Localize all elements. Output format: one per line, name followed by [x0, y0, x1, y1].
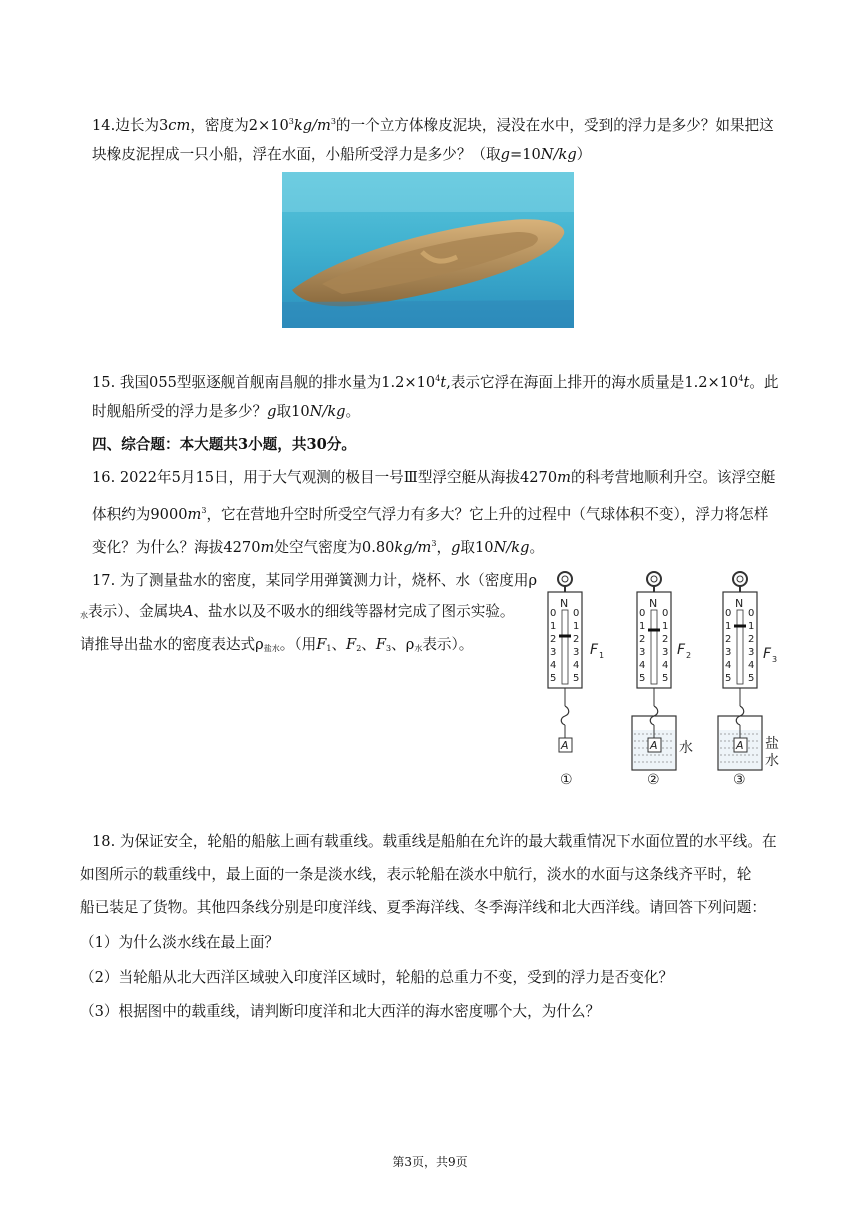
- scale-2-unit: N: [649, 597, 658, 610]
- svg-text:4: 4: [725, 660, 732, 671]
- svg-text:3: 3: [662, 647, 669, 658]
- svg-text:2: 2: [686, 651, 692, 660]
- q14-line-1: 14.边长为3cm，密度为$2\times 10^3kg/m^3$的一个立方体橡皮泥块，浸没在水中，受到的浮力是多少？如果把这: [92, 117, 774, 134]
- f2-label: F: [677, 642, 686, 658]
- svg-text:1: 1: [662, 621, 669, 632]
- svg-text:3: 3: [573, 647, 580, 658]
- svg-text:2: 2: [550, 634, 557, 645]
- svg-text:4: 4: [550, 660, 557, 671]
- svg-text:3: 3: [550, 647, 557, 658]
- q18-line-3: 船已装足了货物。其他四条线分别是印度洋线、夏季海洋线、冬季海洋线和北大西洋线。请回答下列问题：: [80, 899, 766, 916]
- section-header: 四、综合题：本大题共3小题，共30分。: [92, 436, 356, 453]
- q16-line-3: 变化？为什么？海拔4270m处空气密度为$0.80kg/m^3$，g取10N/kg。: [92, 539, 545, 556]
- svg-text:2: 2: [725, 634, 732, 645]
- svg-text:3: 3: [748, 647, 755, 658]
- salt-water-label-1: 盐: [765, 736, 779, 752]
- svg-text:A: A: [650, 739, 658, 752]
- svg-text:2: 2: [748, 634, 755, 645]
- svg-text:3: 3: [639, 647, 646, 658]
- spring-scale-figure: [540, 566, 800, 796]
- svg-text:0: 0: [662, 608, 669, 619]
- scale-3-unit: N: [735, 597, 744, 610]
- spring-scale-2: [632, 572, 693, 788]
- clay-boat-photo: [282, 172, 574, 328]
- svg-text:5: 5: [662, 673, 669, 684]
- svg-text:1: 1: [725, 621, 732, 632]
- q18-sub-2: （2）当轮船从北大西洋区域驶入印度洋区域时，轮船的总重力不变，受到的浮力是否变化？: [80, 969, 674, 986]
- svg-text:2: 2: [573, 634, 580, 645]
- salt-water-label-2: 水: [765, 753, 779, 769]
- page-footer: 第3页，共9页: [392, 1155, 468, 1169]
- svg-text:A: A: [736, 739, 744, 752]
- svg-text:A: A: [561, 739, 569, 752]
- svg-text:0: 0: [748, 608, 755, 619]
- svg-text:5: 5: [639, 673, 646, 684]
- svg-text:1: 1: [748, 621, 755, 632]
- svg-text:2: 2: [662, 634, 669, 645]
- svg-text:0: 0: [550, 608, 557, 619]
- svg-text:3: 3: [772, 655, 778, 664]
- svg-text:5: 5: [550, 673, 557, 684]
- q17-line-1: 17. 为了测量盐水的密度，某同学用弹簧测力计，烧杯、水（密度用ρ: [92, 572, 538, 589]
- svg-text:2: 2: [639, 634, 646, 645]
- spring-scale-3: [718, 572, 779, 788]
- svg-text:4: 4: [662, 660, 669, 671]
- svg-text:3: 3: [725, 647, 732, 658]
- svg-text:0: 0: [725, 608, 732, 619]
- svg-text:4: 4: [748, 660, 755, 671]
- q16-line-2: 体积约为$9000m^3$，它在营地升空时所受空气浮力有多大？它上升的过程中（气球体积不变），浮力将怎样: [92, 506, 769, 523]
- q15-line-2: 时舰船所受的浮力是多少？g取10N/kg。: [92, 403, 361, 420]
- q18-line-1: 18. 为保证安全，轮船的船舷上画有载重线。载重线是船舶在允许的最大载重情况下水面位置的水平线。在: [92, 833, 777, 850]
- svg-text:1: 1: [639, 621, 646, 632]
- q15-line-1: 15. 我国055型驱逐舰首舰南昌舰的排水量为$1.2\times 10^4t$,表示它浮在海面上排开的海水质量是$1.2\times 10^4t$。此: [92, 374, 779, 391]
- svg-text:5: 5: [573, 673, 580, 684]
- svg-text:4: 4: [639, 660, 646, 671]
- svg-text:4: 4: [573, 660, 580, 671]
- fig-label-2: ②: [647, 772, 660, 788]
- q14-line-2: 块橡皮泥捏成一只小船，浮在水面，小船所受浮力是多少？（取g=10N/kg）: [92, 146, 592, 163]
- q17-line-3: 请推导出盐水的密度表达式$\rho_{盐水}$。（用$F_1$、$F_2$、$F_3$、$\rho_水$表示）。: [80, 636, 474, 653]
- scale-1-unit: N: [560, 597, 569, 610]
- q18-line-2: 如图所示的载重线中，最上面的一条是淡水线，表示轮船在淡水中航行，淡水的水面与这条线齐平时，轮: [80, 866, 752, 883]
- q16-line-1: 16. 2022年5月15日，用于大气观测的极目一号Ⅲ型浮空艇从海拔4270m的科考营地顺利升空。该浮空艇: [92, 469, 776, 486]
- f1-label: F: [590, 642, 599, 658]
- q18-sub-3: （3）根据图中的载重线，请判断印度洋和北大西洋的海水密度哪个大，为什么？: [80, 1003, 601, 1020]
- q18-sub-1: （1）为什么淡水线在最上面？: [80, 934, 280, 951]
- svg-text:1: 1: [550, 621, 557, 632]
- svg-text:5: 5: [725, 673, 732, 684]
- svg-text:5: 5: [748, 673, 755, 684]
- q17-line-2: $_水$表示）、金属块A、盐水以及不吸水的细线等器材完成了图示实验。: [80, 603, 515, 620]
- f3-label: F: [763, 646, 772, 662]
- svg-text:0: 0: [639, 608, 646, 619]
- fig-label-3: ③: [733, 772, 746, 788]
- spring-scale-1: [548, 572, 604, 788]
- fig-label-1: ①: [560, 772, 573, 788]
- svg-text:1: 1: [573, 621, 580, 632]
- water-label: 水: [679, 740, 693, 756]
- svg-text:1: 1: [599, 651, 605, 660]
- svg-text:0: 0: [573, 608, 580, 619]
